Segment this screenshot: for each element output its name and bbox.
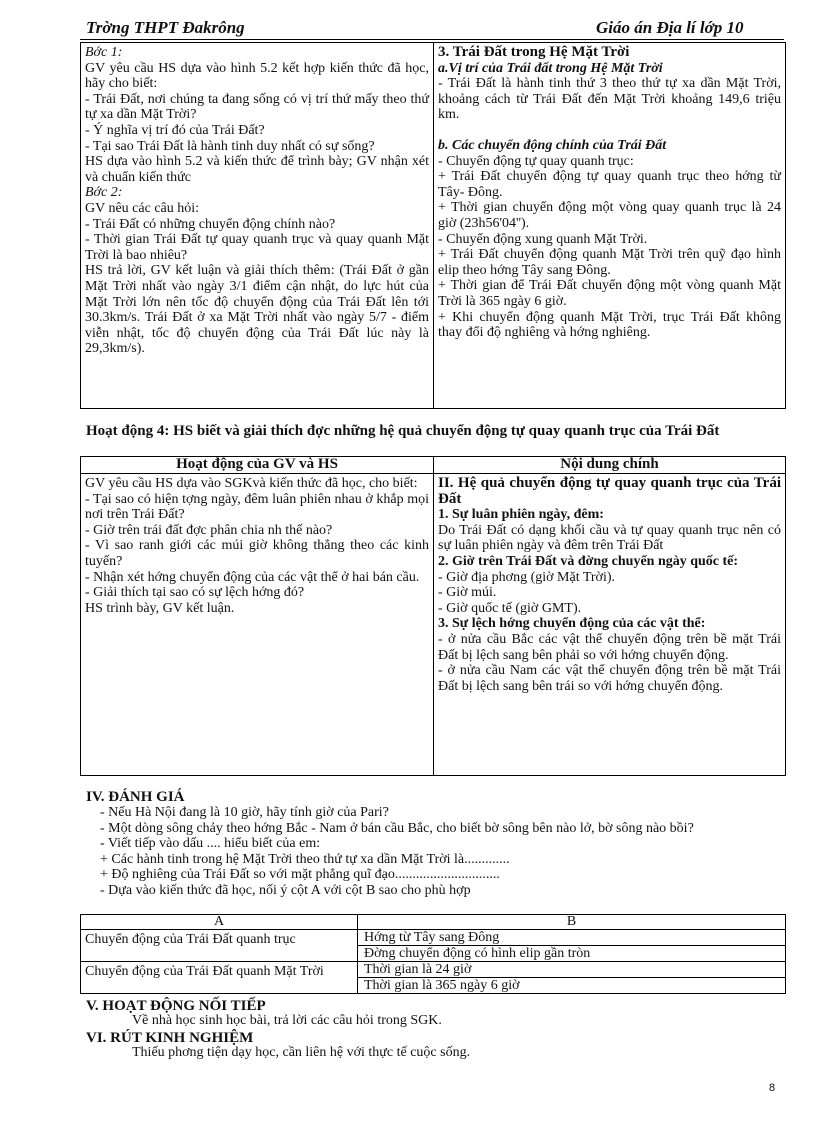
step-1-label: Bớc 1: xyxy=(85,45,123,60)
table1-left-line: GV yêu cầu HS dựa vào hình 5.2 kết hợp kiến thức đã học, hãy cho biết: xyxy=(85,60,429,92)
row-2-b1: Thời gian là 24 giờ xyxy=(358,962,786,978)
evaluation-line: - Dựa vào kiến thức đã học, nối ý cột A với cột B sao cho phù hợp xyxy=(100,882,471,898)
header-school: Trờng THPT Đakrông xyxy=(86,18,245,37)
table1-left-line: - Ý nghĩa vị trí đó của Trái Đất? xyxy=(85,122,265,138)
subsection-b-heading: b. Các chuyển động chính của Trái Đất xyxy=(438,137,667,153)
table1-left-line: - Thời gian Trái Đất tự quay quanh trục và quay quanh Mặt Trời là bao nhiêu? xyxy=(85,232,429,263)
section-6-title: VI. RÚT KINH NGHIỆM xyxy=(86,1030,254,1046)
item-3-heading: 3. Sự lệch hớng chuyển động của các vật thể: xyxy=(438,616,706,632)
column-b-head: B xyxy=(358,915,786,930)
table1-right-line: - Chuyển động tự quay quanh trục: xyxy=(438,153,634,169)
table2-left-line: - Vì sao ranh giới các múi giờ không thẳng theo các kinh tuyến? xyxy=(85,538,429,569)
header-divider xyxy=(80,39,784,40)
table2-left-line: - Nhận xét hớng chuyển động của các vật thể ở hai bán cầu. xyxy=(85,569,420,585)
section-3-heading: 3. Trái Đất trong Hệ Mặt Trời xyxy=(438,44,630,60)
table1-right-line: + Thời gian để Trái Đất chuyển động một vòng quanh Mặt Trời là 365 ngày 6 giờ. xyxy=(438,278,781,309)
evaluation-line: - Viết tiếp vào dấu .... hiểu biết của em: xyxy=(100,836,321,852)
evaluation-line: + Độ nghiêng của Trái Đất so với mặt phẳng quĩ đạo.............................. xyxy=(100,867,500,883)
table1-left-cell xyxy=(81,43,434,409)
evaluation-line: + Các hành tinh trong hệ Mặt Trời theo thứ tự xa dần Mặt Trời là............. xyxy=(100,851,510,867)
item-2-heading: 2. Giờ trên Trái Đất và đờng chuyển ngày quốc tế: xyxy=(438,553,739,569)
evaluation-line: - Một dòng sông chảy theo hớng Bắc - Nam ở bán cầu Bắc, cho biết bờ sông bên nào lở, bờ sông nào bồi? xyxy=(100,820,694,836)
evaluation-title: IV. ĐÁNH GIÁ xyxy=(86,789,185,805)
table2-left-line: - Giải thích tại sao có sự lệch hớng đó? xyxy=(85,585,305,601)
table1-left-line: - Trái Đất, nơi chúng ta đang sống có vị trí thứ mấy theo thứ tự xa dần Mặt Trời? xyxy=(85,91,429,123)
page-number: 8 xyxy=(769,1082,776,1094)
table1-left-line: GV nêu các câu hỏi: xyxy=(85,200,200,216)
row-1-b1: Hớng từ Tây sang Đông xyxy=(358,930,786,946)
section-5-title: V. HOẠT ĐỘNG NỐI TIẾP xyxy=(86,998,266,1014)
section-6-text: Thiếu phơng tiện dạy học, cần liên hệ với thực tế cuộc sống. xyxy=(132,1045,471,1060)
table2-right-line: - ở nửa cầu Bắc các vật thể chuyển động trên bề mặt Trái Đất bị lệch sang bên phải so với hớng chuyển động. xyxy=(438,631,781,663)
table1-left-line: HS trả lời, GV kết luận và giải thích thêm: (Trái Đất ở gần Mặt Trời nhất vào ngày 3/1 điểm cận nhật, do lực hút của Mặt Trời lớn nên tốc độ chuyển động của Trái Đất lên tới 30.3km/s. Trái Đất ở xa Mặt Trời nhất vào ngày 5/7 - điểm viễn nhật, tốc độ chuyển động của Trái Đất lúc này là 29,3km/s). xyxy=(85,263,429,357)
step-2-label: Bớc 2: xyxy=(85,185,123,201)
table2-head-left: Hoạt động của GV và HS xyxy=(81,457,434,474)
activity-table-2 xyxy=(80,456,786,776)
table2-left-line: GV yêu cầu HS dựa vào SGKvà kiến thức đã học, cho biết: xyxy=(85,476,418,491)
section-2-heading: II. Hệ quả chuyển động tự quay quanh trục của Trái Đất xyxy=(438,475,781,507)
spacer xyxy=(438,123,781,138)
table1-right-line: + Thời gian chuyển động một vòng quay quanh trục là 24 giờ (23h56'04''). xyxy=(438,200,781,231)
table2-right-line: Do Trái Đất có dạng khối cầu và tự quay quanh trục nên có sự luân phiên ngày và đêm trên Trái Đất xyxy=(438,522,781,554)
row-1-a: Chuyển động của Trái Đất quanh trục xyxy=(81,930,358,962)
table1-left-line: HS dựa vào hình 5.2 và kiến thức để trình bày; GV nhận xét và chuẩn kiến thức xyxy=(85,154,429,185)
table1-right-line: + Trái Đất chuyển động quanh Mặt Trời trên quỹ đạo hình elip theo hớng Tây sang Đông. xyxy=(438,247,781,278)
table2-left-line: - Giờ trên trái đất đợc phân chia nh thế nào? xyxy=(85,522,333,538)
subsection-a-heading: a.Vị trí của Trái đất trong Hệ Mặt Trời xyxy=(438,60,663,76)
section-5-text: Về nhà học sinh học bài, trả lời các câu hỏi trong SGK. xyxy=(132,1013,442,1028)
table2-right-cell xyxy=(434,474,786,776)
activity-4-heading: Hoạt động 4: HS biết và giải thích đợc những hệ quả chuyển động tự quay quanh trục của Trái Đất xyxy=(86,423,720,439)
table1-right-line: - Chuyển động xung quanh Mặt Trời. xyxy=(438,231,648,247)
row-2-b2: Thời gian là 365 ngày 6 giờ xyxy=(358,978,786,994)
header-title: Giáo án Địa lí lớp 10 xyxy=(596,18,744,37)
row-2-a: Chuyển động của Trái Đất quanh Mặt Trời xyxy=(81,962,358,994)
table1-right-line: + Khi chuyển động quanh Mặt Trời, trục Trái Đất không thay đổi độ nghiêng và hớng nghiêng. xyxy=(438,309,781,341)
table2-right-line: - Giờ múi. xyxy=(438,585,497,601)
table2-left-line: - Tại sao có hiện tợng ngày, đêm luân phiên nhau ở khắp mọi nơi trên Trái Đất? xyxy=(85,491,429,523)
table1-right-line: - Trái Đất là hành tinh thứ 3 theo thứ tự xa dần Mặt Trời, khoảng cách từ Trái Đất đến Mặt Trời khoảng 149,6 triệu km. xyxy=(438,76,781,123)
table1-left-line: - Trái Đất có những chuyển động chính nào? xyxy=(85,216,336,232)
table2-right-line: - Giờ quốc tế (giờ GMT). xyxy=(438,600,582,616)
table2-right-line: - ở nửa cầu Nam các vật thể chuyển động trên bề mặt Trái Đất bị lệch sang bên trái so với hớng chuyển động. xyxy=(438,663,781,694)
table2-left-line: HS trình bày, GV kết luận. xyxy=(85,600,235,616)
table2-left-cell xyxy=(81,474,434,776)
table2-head-right: Nội dung chính xyxy=(434,457,786,474)
evaluation-line: - Nếu Hà Nội đang là 10 giờ, hãy tính giờ của Pari? xyxy=(100,805,389,820)
table2-right-line: - Giờ địa phơng (giờ Mặt Trời). xyxy=(438,569,616,585)
evaluation-section xyxy=(86,790,786,899)
table1-right-cell xyxy=(434,43,786,409)
table1-left-line: - Tại sao Trái Đất là hành tinh duy nhất có sự sống? xyxy=(85,138,375,154)
column-a-head: A xyxy=(81,915,358,930)
row-1-b2: Đờng chuyển động có hình elip gần tròn xyxy=(358,946,786,962)
item-1-heading: 1. Sự luân phiên ngày, đêm: xyxy=(438,507,604,523)
matching-table xyxy=(80,914,786,994)
table1-right-line: + Trái Đất chuyển động tự quay quanh trục theo hớng từ Tây- Đông. xyxy=(438,169,781,200)
activity-table-1 xyxy=(80,42,786,409)
